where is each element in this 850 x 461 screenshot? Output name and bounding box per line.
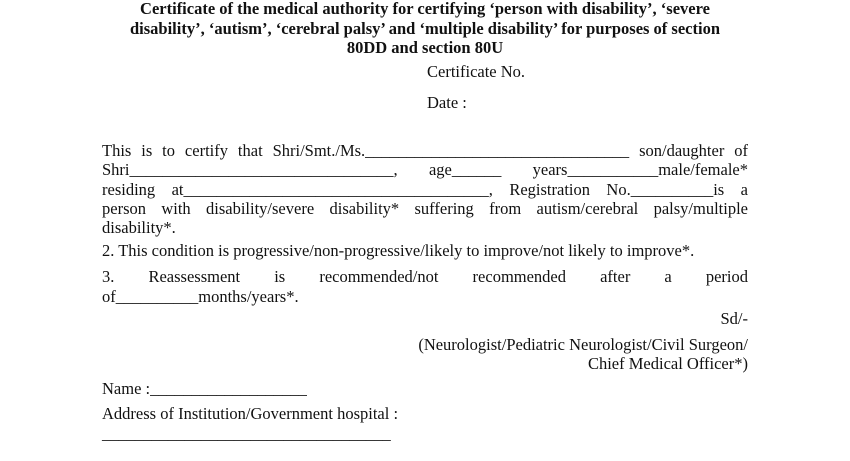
address-field-line: ___________________________________ xyxy=(102,424,391,443)
item-3-line-1: 3. Reassessment is recommended/not recommended after a period xyxy=(102,267,748,286)
date-label: Date : xyxy=(427,93,467,112)
paragraph1-line-3: residing at_____________________________________, Registration No.__________is a xyxy=(102,180,748,199)
title-line-3: 80DD and section 80U xyxy=(346,38,504,57)
title-line-1: Certificate of the medical authority for certifying ‘person with disability’, ‘severe xyxy=(140,0,710,18)
certificate-title xyxy=(60,0,790,58)
signature-designation-1: (Neurologist/Pediatric Neurologist/Civil Surgeon/ xyxy=(418,335,748,354)
paragraph1-line-4: person with disability/severe disability* suffering from autism/cerebral palsy/multiple xyxy=(102,199,748,218)
certificate-no-label: Certificate No. xyxy=(427,62,526,81)
item-3-line-2: of__________months/years*. xyxy=(102,287,299,306)
name-field: Name :___________________ xyxy=(102,379,307,398)
paragraph1-line-2: Shri________________________________, age______ years___________male/female* xyxy=(102,160,748,179)
address-label: Address of Institution/Government hospital : xyxy=(102,404,399,423)
item-2: 2. This condition is progressive/non-progressive/likely to improve/not likely to improve*. xyxy=(102,241,695,260)
signature-designation-2: Chief Medical Officer*) xyxy=(587,354,748,373)
signature-sd: Sd/- xyxy=(720,309,748,328)
title-line-2: disability’, ‘autism’, ‘cerebral palsy’ and ‘multiple disability’ for purposes of section xyxy=(129,18,721,38)
paragraph1-line-1: This is to certify that Shri/Smt./Ms.________________________________ son/daughter of xyxy=(102,141,748,160)
paragraph1-line-5: disability*. xyxy=(102,218,176,237)
